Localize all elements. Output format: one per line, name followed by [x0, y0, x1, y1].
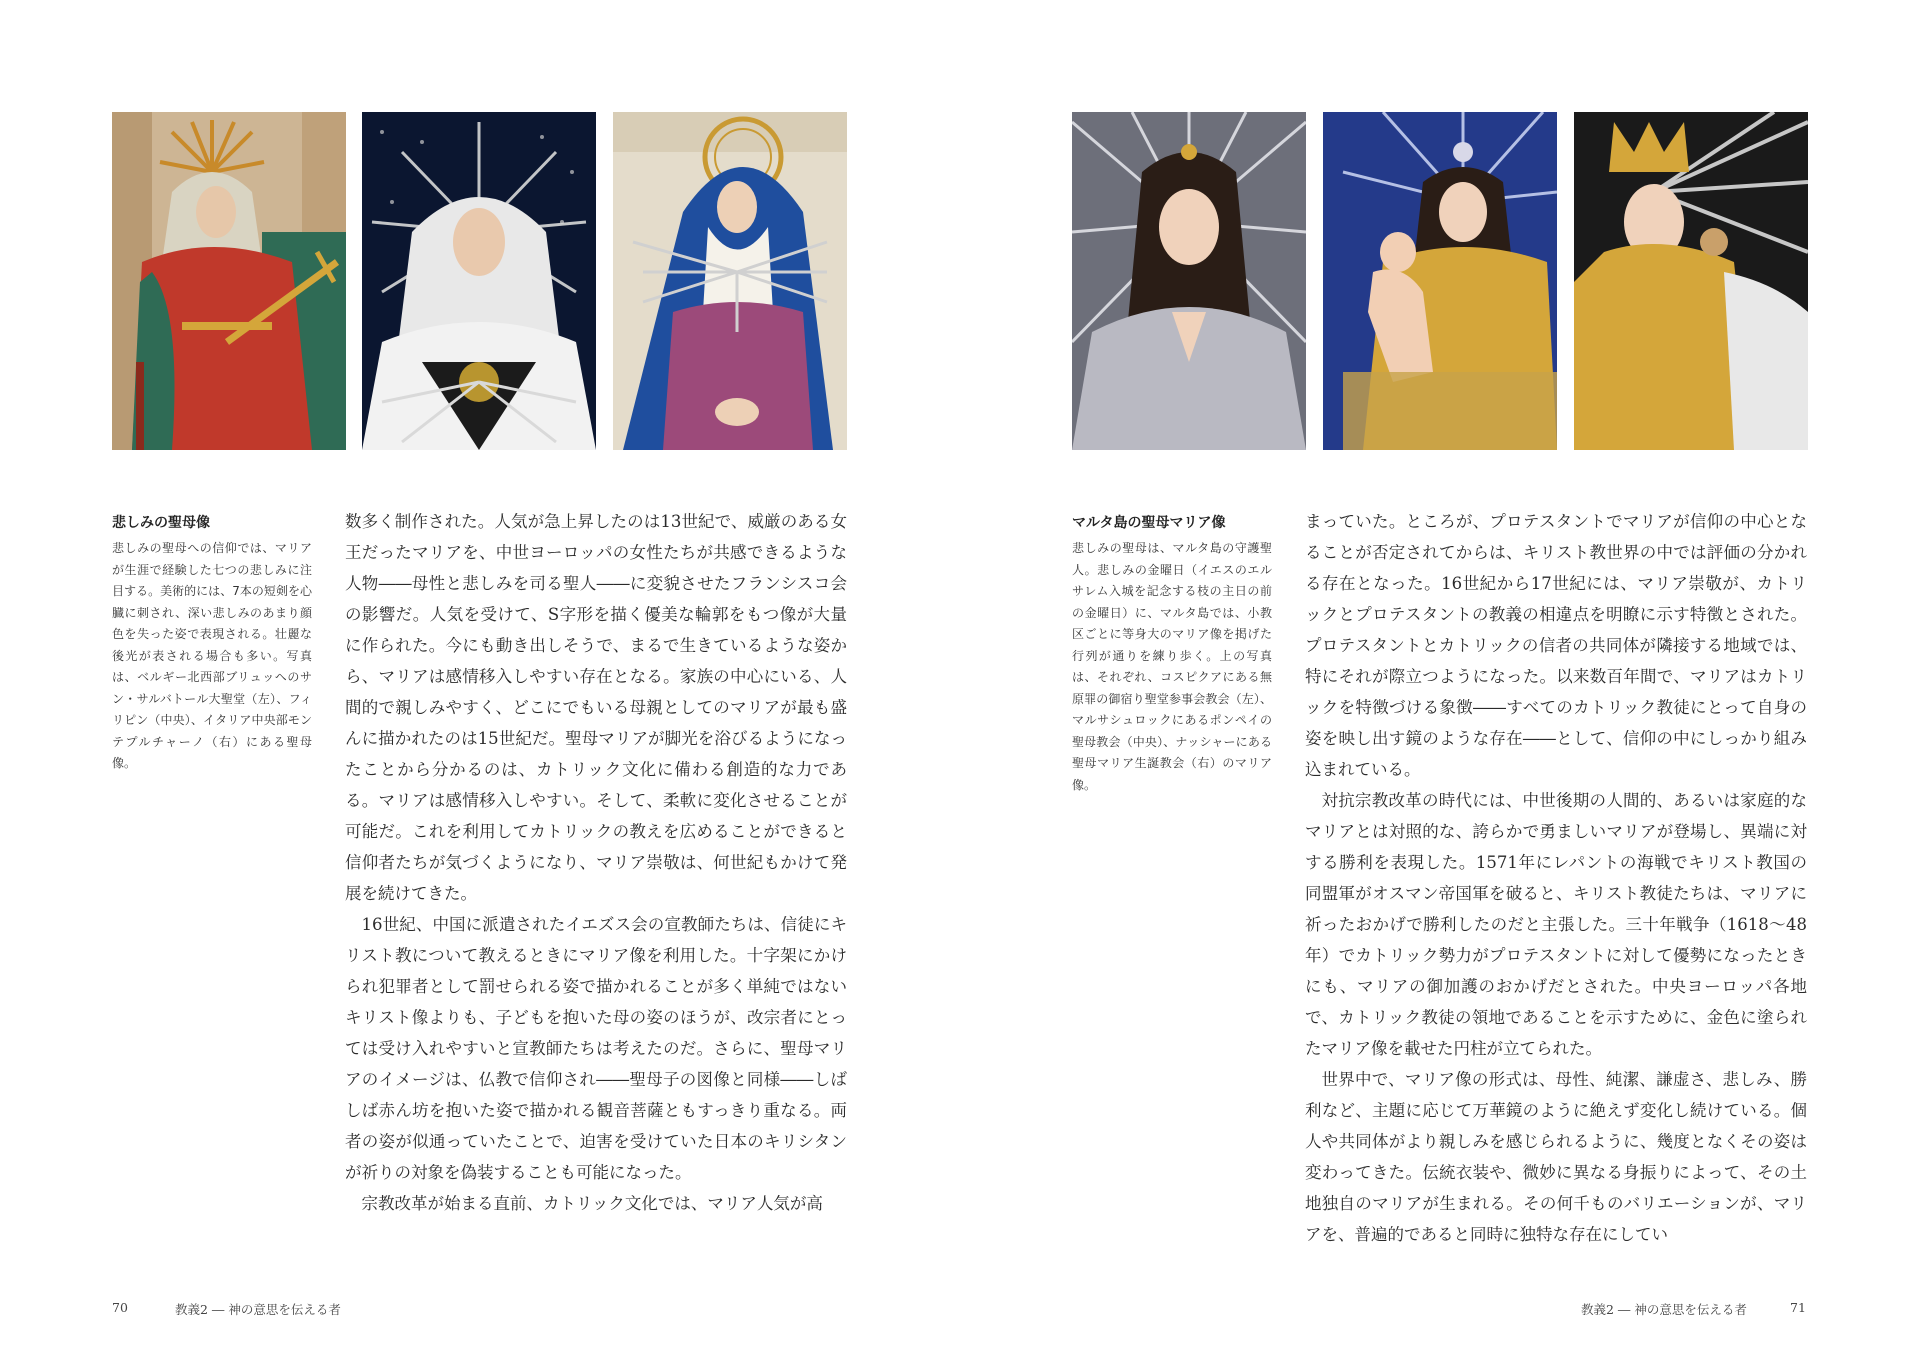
body-text-column	[1305, 506, 1807, 1250]
photo-sorrowful-mother-bruges	[112, 112, 346, 450]
photo-malta-naxxar	[1574, 112, 1808, 450]
body-paragraph: 世界中で、マリア像の形式は、母性、純潔、謙虚さ、悲しみ、勝利など、主題に応じて万華鏡のように絶えず変化し続けている。個人や共同体がより親しみを感じられるように、幾度となくその姿は変わってきた。伝統衣装や、微妙に異なる身振りによって、その土地独自のマリアが生まれる。その何千ものバリエーションが、マリアを、普遍的であると同時に独特な存在にしてい	[1305, 1070, 1808, 1244]
photo-sorrowful-mother-philippines	[362, 112, 596, 450]
running-header: 教義2 ― 神の意思を伝える者	[175, 1302, 341, 1317]
photo-sorrowful-mother-montepulciano	[613, 112, 847, 450]
body-paragraph: 宗教改革が始まる直前、カトリック文化では、マリア人気が高	[361, 1194, 823, 1213]
right-page	[955, 0, 1909, 1350]
caption-text: 悲しみの聖母は、マルタ島の守護聖人。悲しみの金曜日（イエスのエルサレム入城を記念する枝の主日の前の金曜日）に、マルタ島では、小教区ごとに等身大のマリア像を掲げた行列が通りを練り歩く。上の写真は、それぞれ、コスピクアにある無原罪の御宿り聖堂参事会教会（左）、マルサシュロックにあるポンペイの聖母教会（中央）、ナッシャーにある聖母マリア生誕教会（右）のマリア像。	[1072, 541, 1272, 792]
body-paragraph: まっていた。ところが、プロテスタントでマリアが信仰の中心となることが否定されてからは、キリスト教世界の中では評価の分かれる存在となった。16世紀から17世紀には、マリア崇敬が、カトリックとプロテスタントの教義の相違点を明瞭に示す特徴とされた。プロテスタントとカトリックの信者の共同体が隣接する地域では、特にそれが際立つようになった。以来数百年間で、マリアはカトリックを特徴づける象徴――すべてのカトリック教徒にとって自身の姿を映し出す鏡のような存在――として、信仰の中にしっかり組み込まれている。	[1305, 512, 1807, 779]
page-number: 70	[112, 1300, 128, 1315]
left-page	[0, 0, 954, 1350]
photo-malta-cospicua	[1072, 112, 1306, 450]
running-header: 教義2 ― 神の意思を伝える者	[1581, 1302, 1747, 1317]
caption-title: マルタ島の聖母マリア像	[1072, 515, 1226, 531]
body-text-column	[345, 506, 847, 1219]
page-number: 71	[1790, 1300, 1806, 1315]
caption-text: 悲しみの聖母への信仰では、マリアが生涯で経験した七つの悲しみに注目する。美術的には、7本の短剣を心臓に刺され、深い悲しみのあまり顔色を失った姿で表現される。壮麗な後光が表される場合も多い。写真は、ベルギー北西部ブリュッヘのサン・サルバトール大聖堂（左）、フィリピン（中央）、イタリア中央部モンテプルチャーノ（右）にある聖母像。	[112, 541, 312, 770]
photo-malta-marsaxlokk	[1323, 112, 1557, 450]
caption-title: 悲しみの聖母像	[112, 515, 210, 531]
body-paragraph: 対抗宗教改革の時代には、中世後期の人間的、あるいは家庭的なマリアとは対照的な、誇らかで勇ましいマリアが登場し、異端に対する勝利を表現した。1571年にレパントの海戦でキリスト教国の同盟軍がオスマン帝国軍を破ると、キリスト教徒たちは、マリアに祈ったおかげで勝利したのだと主張した。三十年戦争（1618～48年）でカトリック勢力がプロテスタントに対して優勢になったときにも、マリアの御加護のおかげだとされた。中央ヨーロッパ各地で、カトリック教徒の領地であることを示すために、金色に塗られたマリア像を載せた円柱が立てられた。	[1305, 791, 1807, 1058]
body-paragraph: 数多く制作された。人気が急上昇したのは13世紀で、威厳のある女王だったマリアを、中世ヨーロッパの女性たちが共感できるような人物――母性と悲しみを司る聖人――に変貌させたフランシスコ会の影響だ。人気を受けて、S字形を描く優美な輪郭をもつ像が大量に作られた。今にも動き出しそうで、まるで生きているような姿から、マリアは感情移入しやすい存在となる。家族の中心にいる、人間的で親しみやすく、どこにでもいる母親としてのマリアが最も盛んに描かれたのは15世紀だ。聖母マリアが脚光を浴びるようになったことから分かるのは、カトリック文化に備わる創造的な力である。マリアは感情移入しやすい。そして、柔軟に変化させることが可能だ。これを利用してカトリックの教えを広めることができると信仰者たちが気づくようになり、マリア崇敬は、何世紀もかけて発展を続けてきた。	[345, 512, 847, 903]
body-paragraph: 16世紀、中国に派遣されたイエズス会の宣教師たちは、信徒にキリスト教について教えるときにマリア像を利用した。十字架にかけられ犯罪者として罰せられる姿で描かれることが多く単純ではないキリスト像よりも、子どもを抱いた母の姿のほうが、改宗者にとっては受け入れやすいと宣教師たちは考えたのだ。さらに、聖母マリアのイメージは、仏教で信仰され――聖母子の図像と同様――しばしば赤ん坊を抱いた姿で描かれる観音菩薩ともすっきり重なる。両者の姿が似通っていたことで、迫害を受けていた日本のキリシタンが祈りの対象を偽装することも可能になった。	[345, 915, 848, 1182]
